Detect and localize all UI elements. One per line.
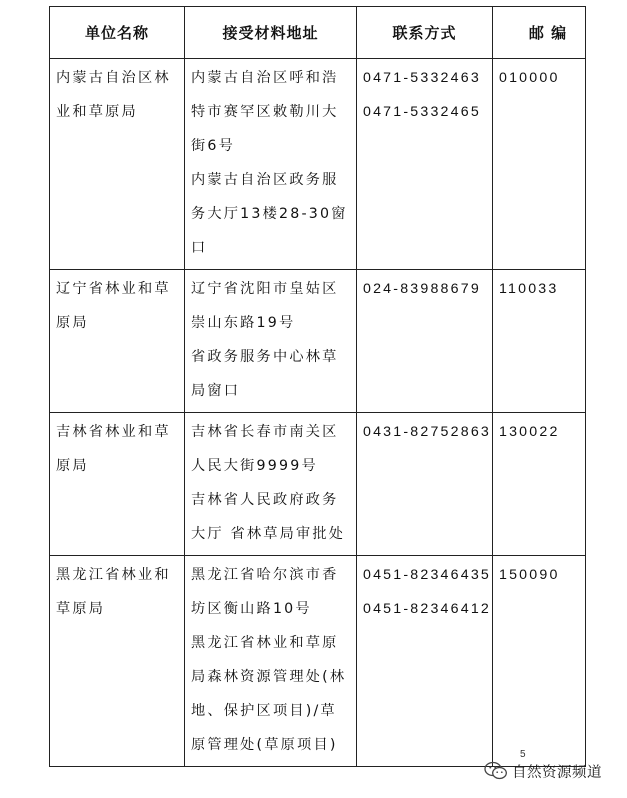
address-line: 局森林资源管理处(林	[191, 669, 347, 685]
phone-number: 0471-5332465	[363, 104, 481, 120]
address-line: 黑龙江省林业和草原	[191, 635, 339, 651]
unit-line: 内蒙古自治区林	[56, 70, 171, 86]
unit-line: 业和草原局	[56, 104, 138, 120]
phone-number: 024-83988679	[363, 281, 481, 297]
watermark	[484, 760, 602, 782]
address-line: 黑龙江省哈尔滨市香	[191, 567, 339, 583]
address-line: 省政务服务中心林草	[191, 349, 339, 365]
phone-number: 0471-5332463	[363, 70, 481, 86]
address-line: 地、保护区项目)/草	[191, 703, 337, 719]
postcode-value: 130022	[499, 424, 560, 440]
postcode-value: 110033	[499, 281, 559, 297]
table-row	[50, 413, 586, 556]
cell-postcode	[493, 270, 586, 413]
address-line: 特市赛罕区敕勒川大	[191, 104, 339, 120]
cell-postcode	[493, 59, 586, 270]
wechat-icon	[484, 761, 508, 781]
table-row	[50, 59, 586, 270]
unit-line: 原局	[56, 315, 89, 331]
cell-address	[185, 270, 357, 413]
address-line: 原管理处(草原项目)	[191, 737, 338, 753]
header-postcode: 邮 编	[493, 7, 586, 59]
address-line: 局窗口	[191, 383, 241, 399]
watermark-text: 自然资源频道	[512, 764, 602, 781]
table-row	[50, 556, 586, 767]
unit-line: 草原局	[56, 601, 106, 617]
unit-line: 黑龙江省林业和	[56, 567, 171, 583]
address-line: 坊区衡山路10号	[191, 601, 312, 617]
address-line: 内蒙古自治区呼和浩	[191, 70, 339, 86]
address-line: 口	[191, 240, 208, 256]
cell-phone	[357, 556, 493, 767]
cell-unit-name	[50, 270, 185, 413]
table-row	[50, 270, 586, 413]
cell-phone	[357, 59, 493, 270]
header-address: 接受材料地址	[185, 7, 357, 59]
phone-number: 0451-82346412	[363, 601, 492, 617]
contact-table	[49, 6, 586, 767]
address-line: 街6号	[191, 138, 236, 154]
cell-phone	[357, 270, 493, 413]
address-line: 吉林省人民政府政务	[191, 492, 339, 508]
cell-unit-name	[50, 556, 185, 767]
cell-address	[185, 413, 357, 556]
address-line: 务大厅13楼28-30窗	[191, 206, 348, 222]
postcode-value: 150090	[499, 567, 560, 583]
phone-number: 0431-82752863	[363, 424, 492, 440]
address-line: 人民大街9999号	[191, 458, 318, 474]
cell-address	[185, 59, 357, 270]
address-line: 吉林省长春市南关区	[191, 424, 339, 440]
cell-address	[185, 556, 357, 767]
page-number: 5	[520, 749, 526, 760]
cell-unit-name	[50, 59, 185, 270]
unit-line: 辽宁省林业和草	[56, 281, 171, 297]
address-line: 崇山东路19号	[191, 315, 296, 331]
table-header-row	[50, 7, 586, 59]
cell-postcode	[493, 556, 586, 767]
unit-line: 吉林省林业和草	[56, 424, 171, 440]
phone-number: 0451-82346435	[363, 567, 492, 583]
address-line: 辽宁省沈阳市皇姑区	[191, 281, 339, 297]
cell-phone	[357, 413, 493, 556]
postcode-value: 010000	[499, 70, 560, 86]
header-unit-name: 单位名称	[50, 7, 185, 59]
address-line: 内蒙古自治区政务服	[191, 172, 339, 188]
unit-line: 原局	[56, 458, 89, 474]
cell-postcode	[493, 413, 586, 556]
header-contact: 联系方式	[357, 7, 493, 59]
cell-unit-name	[50, 413, 185, 556]
address-line: 大厅 省林草局审批处	[191, 526, 346, 542]
